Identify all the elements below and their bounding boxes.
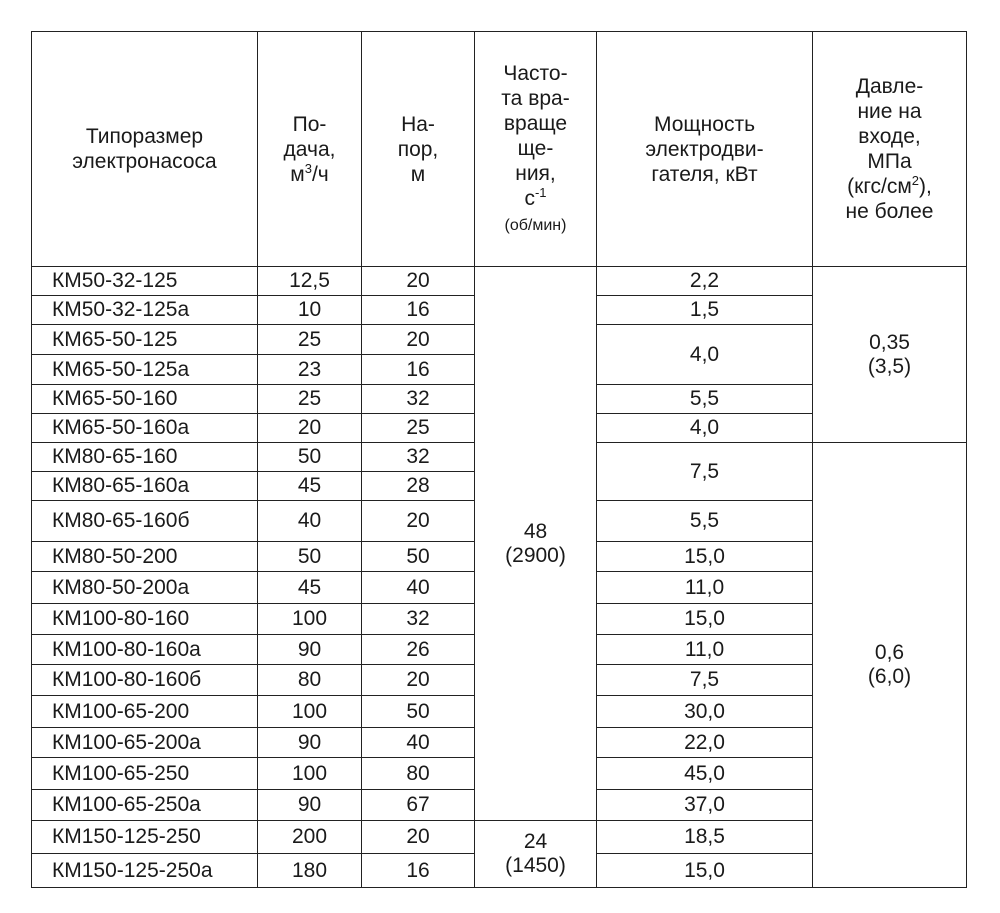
flow-cell: 200 xyxy=(258,821,362,854)
head-cell: 50 xyxy=(362,542,475,572)
power-cell: 1,5 xyxy=(597,296,813,325)
head-cell: 16 xyxy=(362,355,475,385)
head-cell: 50 xyxy=(362,696,475,728)
power-cell: 15,0 xyxy=(597,604,813,635)
pump-specs-table xyxy=(31,31,967,888)
model-cell: КМ80-50-200 xyxy=(32,542,258,572)
power-cell: 22,0 xyxy=(597,728,813,758)
flow-cell: 50 xyxy=(258,542,362,572)
head-cell: 20 xyxy=(362,267,475,296)
speed-group-cell: 48 (2900) xyxy=(475,267,597,821)
head-cell: 28 xyxy=(362,472,475,501)
speed-group-cell: 24 (1450) xyxy=(475,821,597,888)
table-body xyxy=(32,267,967,888)
power-cell: 15,0 xyxy=(597,854,813,888)
head-cell: 40 xyxy=(362,728,475,758)
power-cell: 11,0 xyxy=(597,572,813,604)
power-cell: 37,0 xyxy=(597,790,813,821)
power-cell: 45,0 xyxy=(597,758,813,790)
model-cell: КМ80-50-200а xyxy=(32,572,258,604)
head-cell: 25 xyxy=(362,414,475,443)
head-cell: 20 xyxy=(362,665,475,696)
model-cell: КМ65-50-160 xyxy=(32,385,258,414)
model-cell: КМ50-32-125а xyxy=(32,296,258,325)
model-cell: КМ65-50-160а xyxy=(32,414,258,443)
table-row xyxy=(32,267,967,296)
flow-cell: 25 xyxy=(258,325,362,355)
head-cell: 67 xyxy=(362,790,475,821)
power-cell: 11,0 xyxy=(597,635,813,665)
model-cell: КМ50-32-125 xyxy=(32,267,258,296)
power-cell: 5,5 xyxy=(597,385,813,414)
model-cell: КМ100-80-160 xyxy=(32,604,258,635)
flow-cell: 23 xyxy=(258,355,362,385)
flow-cell: 80 xyxy=(258,665,362,696)
model-cell: КМ100-65-200а xyxy=(32,728,258,758)
pressure-group-cell: 0,35 (3,5) xyxy=(813,267,967,443)
head-cell: 20 xyxy=(362,325,475,355)
header-head: На- пор, м xyxy=(362,32,475,267)
flow-cell: 20 xyxy=(258,414,362,443)
head-cell: 16 xyxy=(362,296,475,325)
model-cell: КМ100-65-250а xyxy=(32,790,258,821)
header-row xyxy=(32,32,967,267)
flow-cell: 12,5 xyxy=(258,267,362,296)
power-cell: 30,0 xyxy=(597,696,813,728)
model-cell: КМ150-125-250 xyxy=(32,821,258,854)
flow-cell: 180 xyxy=(258,854,362,888)
model-cell: КМ150-125-250а xyxy=(32,854,258,888)
flow-cell: 100 xyxy=(258,758,362,790)
power-cell: 2,2 xyxy=(597,267,813,296)
head-cell: 32 xyxy=(362,385,475,414)
power-cell: 4,0 xyxy=(597,325,813,385)
flow-cell: 90 xyxy=(258,790,362,821)
model-cell: КМ65-50-125а xyxy=(32,355,258,385)
flow-cell: 90 xyxy=(258,635,362,665)
model-cell: КМ100-80-160а xyxy=(32,635,258,665)
power-cell: 7,5 xyxy=(597,443,813,501)
power-cell: 5,5 xyxy=(597,501,813,542)
power-cell: 18,5 xyxy=(597,821,813,854)
model-cell: КМ80-65-160 xyxy=(32,443,258,472)
head-cell: 20 xyxy=(362,821,475,854)
power-cell: 7,5 xyxy=(597,665,813,696)
flow-cell: 45 xyxy=(258,472,362,501)
power-cell: 15,0 xyxy=(597,542,813,572)
head-cell: 80 xyxy=(362,758,475,790)
power-cell: 4,0 xyxy=(597,414,813,443)
flow-cell: 40 xyxy=(258,501,362,542)
head-cell: 40 xyxy=(362,572,475,604)
head-cell: 26 xyxy=(362,635,475,665)
model-cell: КМ80-65-160б xyxy=(32,501,258,542)
header-flow: По- дача, $м^3/ч$ xyxy=(258,32,362,267)
head-cell: 32 xyxy=(362,604,475,635)
header-power: Мощность электродви- гателя, кВт xyxy=(597,32,813,267)
head-cell: 20 xyxy=(362,501,475,542)
flow-cell: 50 xyxy=(258,443,362,472)
model-cell: КМ100-65-250 xyxy=(32,758,258,790)
flow-cell: 45 xyxy=(258,572,362,604)
model-cell: КМ100-65-200 xyxy=(32,696,258,728)
model-cell: КМ65-50-125 xyxy=(32,325,258,355)
header-speed: Часто- та вра- враще ще- ния, $с^{-1}$ (об/мин) xyxy=(475,32,597,267)
header-pressure: Давле- ние на входе, МПа $(кгс/см^2)$, не более xyxy=(813,32,967,267)
model-cell: КМ80-65-160а xyxy=(32,472,258,501)
head-cell: 16 xyxy=(362,854,475,888)
pressure-group-cell: 0,6 (6,0) xyxy=(813,443,967,888)
model-cell: КМ100-80-160б xyxy=(32,665,258,696)
flow-cell: 90 xyxy=(258,728,362,758)
flow-cell: 25 xyxy=(258,385,362,414)
header-model: Типоразмер электронасоса xyxy=(32,32,258,267)
head-cell: 32 xyxy=(362,443,475,472)
flow-cell: 100 xyxy=(258,696,362,728)
flow-cell: 100 xyxy=(258,604,362,635)
flow-cell: 10 xyxy=(258,296,362,325)
